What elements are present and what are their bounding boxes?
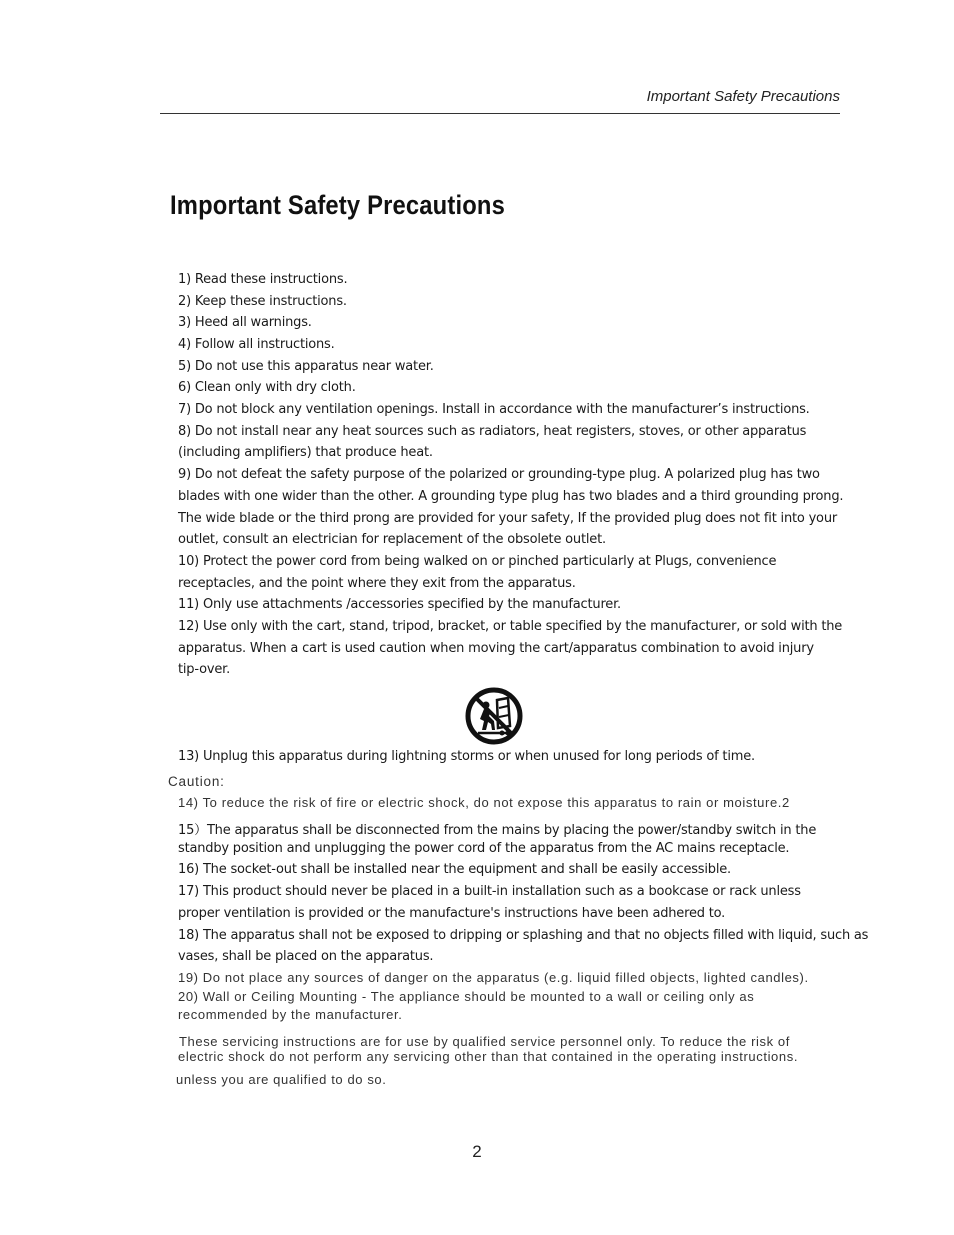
instruction-line: (including amplifiers) that produce heat.	[178, 445, 433, 460]
servicing-note-line: unless you are qualified to do so.	[176, 1072, 387, 1087]
instruction-line: 20) Wall or Ceiling Mounting - The appliance should be mounted to a wall or ceiling only as	[178, 989, 755, 1004]
instruction-line: 18) The apparatus shall not be exposed to dripping or splashing and that no objects filled with liquid, such as	[178, 928, 869, 943]
instruction-line: 1) Read these instructions.	[178, 272, 348, 287]
header-rule	[160, 113, 840, 114]
caution-label: Caution:	[168, 774, 225, 789]
running-header: Important Safety Precautions	[646, 88, 840, 105]
instruction-line: 10) Protect the power cord from being walked on or pinched particularly at Plugs, convenience	[178, 554, 777, 569]
instruction-line: The wide blade or the third prong are provided for your safety, If the provided plug does not fit into your	[178, 511, 837, 526]
instruction-line: 8) Do not install near any heat sources such as radiators, heat registers, stoves, or other apparatus	[178, 424, 807, 439]
instruction-line: 5) Do not use this apparatus near water.	[178, 359, 434, 374]
instruction-line: outlet, consult an electrician for replacement of the obsolete outlet.	[178, 532, 606, 547]
instruction-line: 9) Do not defeat the safety purpose of the polarized or grounding-type plug. A polarized plug has two	[178, 467, 820, 482]
instruction-line: recommended by the manufacturer.	[178, 1007, 403, 1022]
instruction-line: 19) Do not place any sources of danger on the apparatus (e.g. liquid filled objects, lighted candles).	[178, 970, 809, 985]
instruction-line: proper ventilation is provided or the manufacture's instructions have been adhered to.	[178, 906, 726, 921]
page-title: Important Safety Precautions	[170, 190, 506, 220]
instruction-line: 11) Only use attachments /accessories specified by the manufacturer.	[178, 597, 621, 612]
instruction-line: 3) Heed all warnings.	[178, 315, 312, 330]
instruction-line: 14) To reduce the risk of fire or electric shock, do not expose this apparatus to rain or moisture.2	[178, 795, 790, 810]
instruction-line: 4) Follow all instructions.	[178, 337, 335, 352]
cart-tip-over-warning-icon	[464, 686, 524, 746]
servicing-note-line: These servicing instructions are for use by qualified service personnel only. To reduce the risk of	[179, 1034, 790, 1049]
instruction-line: 12) Use only with the cart, stand, tripod, bracket, or table specified by the manufacturer, or sold with the	[178, 619, 843, 634]
instruction-line: blades with one wider than the other. A grounding type plug has two blades and a third grounding prong.	[178, 489, 844, 504]
instruction-line: 16) The socket-out shall be installed near the equipment and shall be easily accessible.	[178, 862, 731, 877]
instruction-line: 7) Do not block any ventilation openings. Install in accordance with the manufacturer’s instructions.	[178, 402, 810, 417]
instruction-line: 2) Keep these instructions.	[178, 294, 347, 309]
instruction-line: 6) Clean only with dry cloth.	[178, 380, 356, 395]
instruction-line: standby position and unplugging the power cord of the apparatus from the AC mains receptacle.	[178, 841, 790, 856]
instruction-line: receptacles, and the point where they exit from the apparatus.	[178, 576, 576, 591]
instruction-line: 13) Unplug this apparatus during lightning storms or when unused for long periods of time.	[178, 749, 755, 764]
instruction-line: apparatus. When a cart is used caution when moving the cart/apparatus combination to avoid injury	[178, 641, 814, 656]
instruction-line: tip-over.	[178, 662, 231, 677]
servicing-note-line: electric shock do not perform any servicing other than that contained in the operating instructions.	[178, 1049, 799, 1064]
page-number: 2	[472, 1142, 482, 1161]
instruction-line: 17) This product should never be placed in a built-in installation such as a bookcase or rack unless	[178, 884, 801, 899]
instruction-line: 15）The apparatus shall be disconnected from the mains by placing the power/standby switch in the	[178, 823, 817, 838]
instruction-line: vases, shall be placed on the apparatus.	[178, 949, 434, 964]
